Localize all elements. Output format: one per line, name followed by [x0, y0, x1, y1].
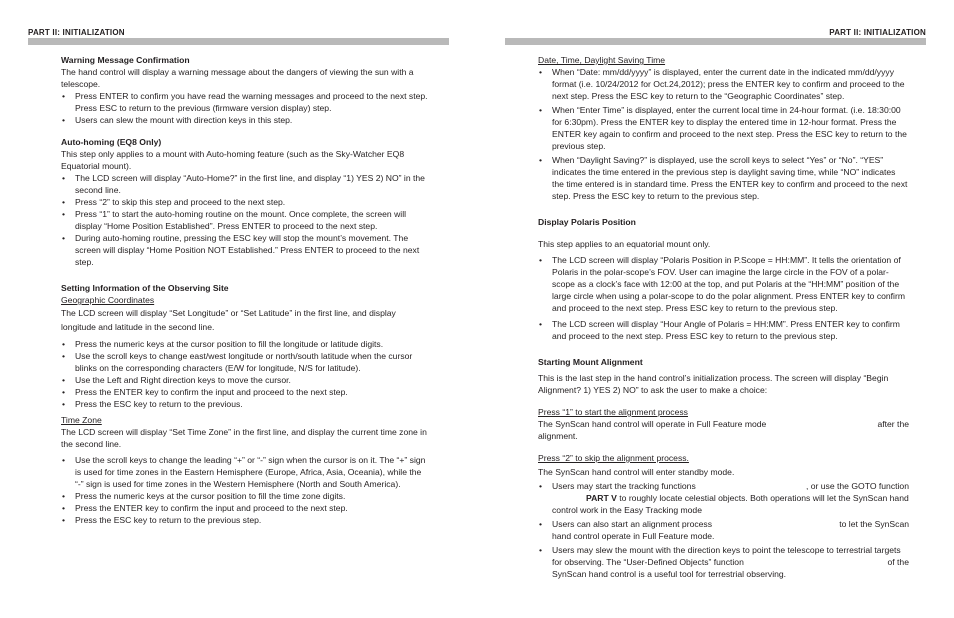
- list-item-text: of the: [887, 557, 909, 567]
- warning-list: [61, 90, 431, 126]
- list-item: • The LCD screen will display “Polaris Position in P.Scope = HH:MM”. It tells the orientation of Polaris in the polar-scope’s FOV. User can imagine the large circle in the FOV of a polar-scope as a clock’s face with 12:00 at the top, and put Polaris at the “HH:MM” position of the large circle when using a polar-scope to do the polar alignment. Press ENTER key to confirm and proceed to the next step. Press ESC key to return to the previous step.: [538, 254, 909, 314]
- header-rule: [505, 38, 926, 45]
- list-item: • Press the ENTER key to confirm the input and proceed to the next step.: [61, 502, 431, 514]
- list-item-text: • Users may start the tracking functions: [552, 481, 696, 491]
- list-item-text: hand control operate in Full Feature mode.: [552, 531, 715, 541]
- list-item-text: Users may slew the mount with the direction keys to point the telescope to terrestrial targets for observing. The “User-Defined Objects” function: [552, 545, 901, 567]
- right-page: [477, 0, 954, 618]
- date-subheading: Date, Time, Daylight Saving Time: [538, 55, 666, 65]
- list-item: • Press the ENTER key to confirm the input and proceed to the next step.: [61, 386, 431, 398]
- align-intro: This is the last step in the hand control’s initialization process. The screen will display “Begin Alignment? 1) YES 2) NO” to ask the user to make a choice:: [538, 373, 889, 395]
- polaris-intro: This step applies to an equatorial mount only.: [538, 239, 711, 249]
- list-item: [538, 480, 909, 516]
- list-item-text: • Users can also start an alignment process: [552, 519, 713, 529]
- list-item-text: to roughly locate celestial objects. Both operations will let the SynScan hand control work in the Easy Tracking mode: [552, 493, 909, 515]
- list-item-text: SynScan hand control is a useful tool for terrestrial observing.: [552, 569, 787, 579]
- list-item-text: , or use the GOTO function: [805, 481, 909, 491]
- list-item: • When “Daylight Saving?” is displayed, use the scroll keys to select “Yes” or “No”. “YES” indicates the time entered in the previous step is daylight saving time, while “NO” indicates the time entered is in standard time. Press the ENTER key to confirm and proceed to the next step. Press the ESC key to return to the previous step.: [538, 154, 909, 202]
- list-item-text: to let the SynScan: [839, 519, 909, 529]
- autohome-heading: Auto-homing (EQ8 Only): [61, 137, 162, 147]
- list-item: • Press ENTER to confirm you have read the warning messages and proceed to the next step. Press ESC to return to the previous (firmware version display) step.: [61, 90, 431, 114]
- option1-text-end: after the: [877, 419, 909, 429]
- warning-heading: Warning Message Confirmation: [61, 55, 190, 65]
- option1-subheading: Press “1” to start the alignment process: [538, 407, 688, 417]
- site-heading: Setting Information of the Observing Site: [61, 283, 229, 293]
- polaris-list: [538, 254, 909, 342]
- option1-line: [538, 418, 909, 430]
- geo-subheading: Geographic Coordinates: [61, 295, 155, 305]
- list-item: [538, 544, 909, 580]
- list-item: • Press the numeric keys at the cursor position to fill the time zone digits.: [61, 490, 431, 502]
- list-item: • When “Enter Time” is displayed, enter the current local time in 24-hour format. (i.e. 18:30:00 for 6:30pm). Press the ENTER key to display the entered time in 12-hour format. Press the ENTER key again to confirm and proceed to the next step. Press the ESC key to return to the previous step.: [538, 104, 909, 152]
- list-item: • Press “2” to skip this step and proceed to the next step.: [61, 196, 431, 208]
- tz-intro: The LCD screen will display “Set Time Zone” in the first line, and display the current time zone in the second line.: [61, 427, 427, 449]
- geo-list: [61, 338, 431, 410]
- list-item: • When “Date: mm/dd/yyyy” is displayed, enter the current date in the indicated mm/dd/yyyy format (i.e. 10/24/2012 for Oct.24,2012); press the ENTER key to confirm and proceed to the next step. Press the ESC key to return to the “Geographic Coordinates” step.: [538, 66, 909, 102]
- autohome-list: [61, 172, 431, 268]
- date-list: [538, 66, 909, 202]
- list-item: • Press the numeric keys at the cursor position to fill the longitude or latitude digits.: [61, 338, 431, 350]
- list-item: • Press the ESC key to return to the previous step.: [61, 514, 431, 526]
- polaris-heading: Display Polaris Position: [538, 217, 636, 227]
- align-heading: Starting Mount Alignment: [538, 357, 643, 367]
- list-item: • Use the Left and Right direction keys to move the cursor.: [61, 374, 431, 386]
- list-item: • Press the ESC key to return to the previous.: [61, 398, 431, 410]
- left-content: [61, 54, 431, 526]
- part-label: PART II: INITIALIZATION: [28, 28, 125, 37]
- tz-list: [61, 454, 431, 526]
- part-label: PART II: INITIALIZATION: [829, 28, 926, 37]
- list-item: • The LCD screen will display “Hour Angle of Polaris = HH:MM”. Press ENTER key to confirm and proceed to the next step. Press ESC key to return to the previous step.: [538, 318, 909, 342]
- option2-list: [538, 480, 909, 580]
- option2-text: The SynScan hand control will enter standby mode.: [538, 467, 735, 477]
- list-item: • Users can slew the mount with direction keys in this step.: [61, 114, 431, 126]
- autohome-intro: This step only applies to a mount with Auto-homing feature (such as the Sky-Watcher EQ8 Equatorial mount).: [61, 149, 405, 171]
- header-rule: [28, 38, 449, 45]
- list-item: • Use the scroll keys to change east/west longitude or north/south latitude when the cursor blinks on the corresponding characters (E/W for longitude, N/S for latitude).: [61, 350, 431, 374]
- list-item: • Use the scroll keys to change the leading “+” or “-” sign when the cursor is on it. The “+” sign is used for time zones in the Eastern Hemisphere (Europe, Africa, Asia, Oceania), while the “-” sign is used for time zones in the Western Hemisphere (North and South America).: [61, 454, 431, 490]
- list-item: • During auto-homing routine, pressing the ESC key will stop the mount’s movement. The screen will display “Home Position NOT Established.” Press ENTER to proceed to the next step.: [61, 232, 431, 268]
- part-reference: PART V: [586, 493, 617, 503]
- geo-intro: The LCD screen will display “Set Longitude” or “Set Latitude” in the first line, and display longitude and latitude in the second line.: [61, 308, 396, 332]
- warning-intro: The hand control will display a warning message about the dangers of viewing the sun with a telescope.: [61, 67, 414, 89]
- list-item: • The LCD screen will display “Auto-Home?” in the first line, and display “1) YES 2) NO” in the second line.: [61, 172, 431, 196]
- list-item: • Press “1” to start the auto-homing routine on the mount. Once complete, the screen will display “Home Position Established”. Press ENTER to proceed to the next step.: [61, 208, 431, 232]
- right-content: [538, 54, 909, 580]
- option2-subheading: Press “2” to skip the alignment process.: [538, 453, 689, 463]
- option1-text-cont: alignment.: [538, 431, 578, 441]
- tz-subheading: Time Zone: [61, 415, 102, 425]
- option1-text: The SynScan hand control will operate in Full Feature mode: [538, 419, 767, 429]
- list-item: [538, 518, 909, 542]
